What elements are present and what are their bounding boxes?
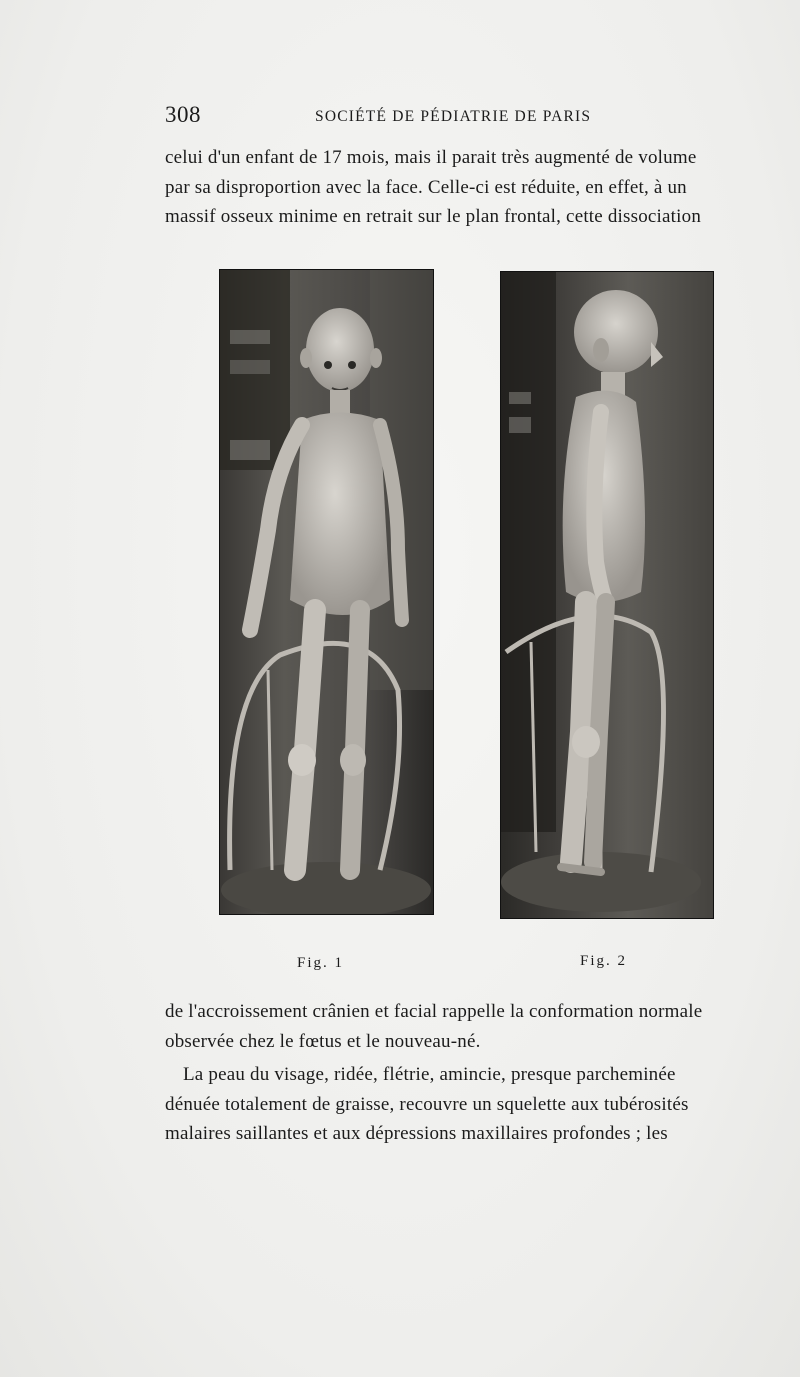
page-number: 308 [165, 102, 201, 127]
paragraph-top [165, 143, 765, 232]
text-line: malaires saillantes et aux dépressions maxillaires profondes ; les [165, 1123, 668, 1144]
text-line: de l'accroissement crânien et facial rappelle la conformation normale [165, 1001, 703, 1022]
figure-1-photo [219, 269, 434, 915]
paragraph-middle [165, 997, 765, 1056]
page-header [165, 102, 765, 132]
text-line: par sa disproportion avec la face. Celle-ci est réduite, en effet, à un [165, 176, 687, 198]
figure-2-photo [500, 271, 714, 919]
text-line: observée chez le fœtus et le nouveau-né. [165, 1030, 481, 1052]
figure-2-caption: Fig. 2 [580, 953, 628, 969]
figure-2-illustration [501, 272, 713, 918]
text-line: massif osseux minime en retrait sur le plan frontal, cette dissociation [165, 206, 702, 227]
figure-1-illustration [220, 270, 433, 914]
text-line: dénuée totalement de graisse, recouvre un squelette aux tubérosités [165, 1093, 689, 1115]
paragraph-bottom [165, 1060, 765, 1149]
running-head: SOCIÉTÉ DE PÉDIATRIE DE PARIS [315, 108, 592, 125]
text-line: celui d'un enfant de 17 mois, mais il parait très augmenté de volume [165, 147, 697, 168]
text-line: La peau du visage, ridée, flétrie, amincie, presque parcheminée [183, 1064, 676, 1085]
figure-1-caption: Fig. 1 [297, 955, 345, 971]
